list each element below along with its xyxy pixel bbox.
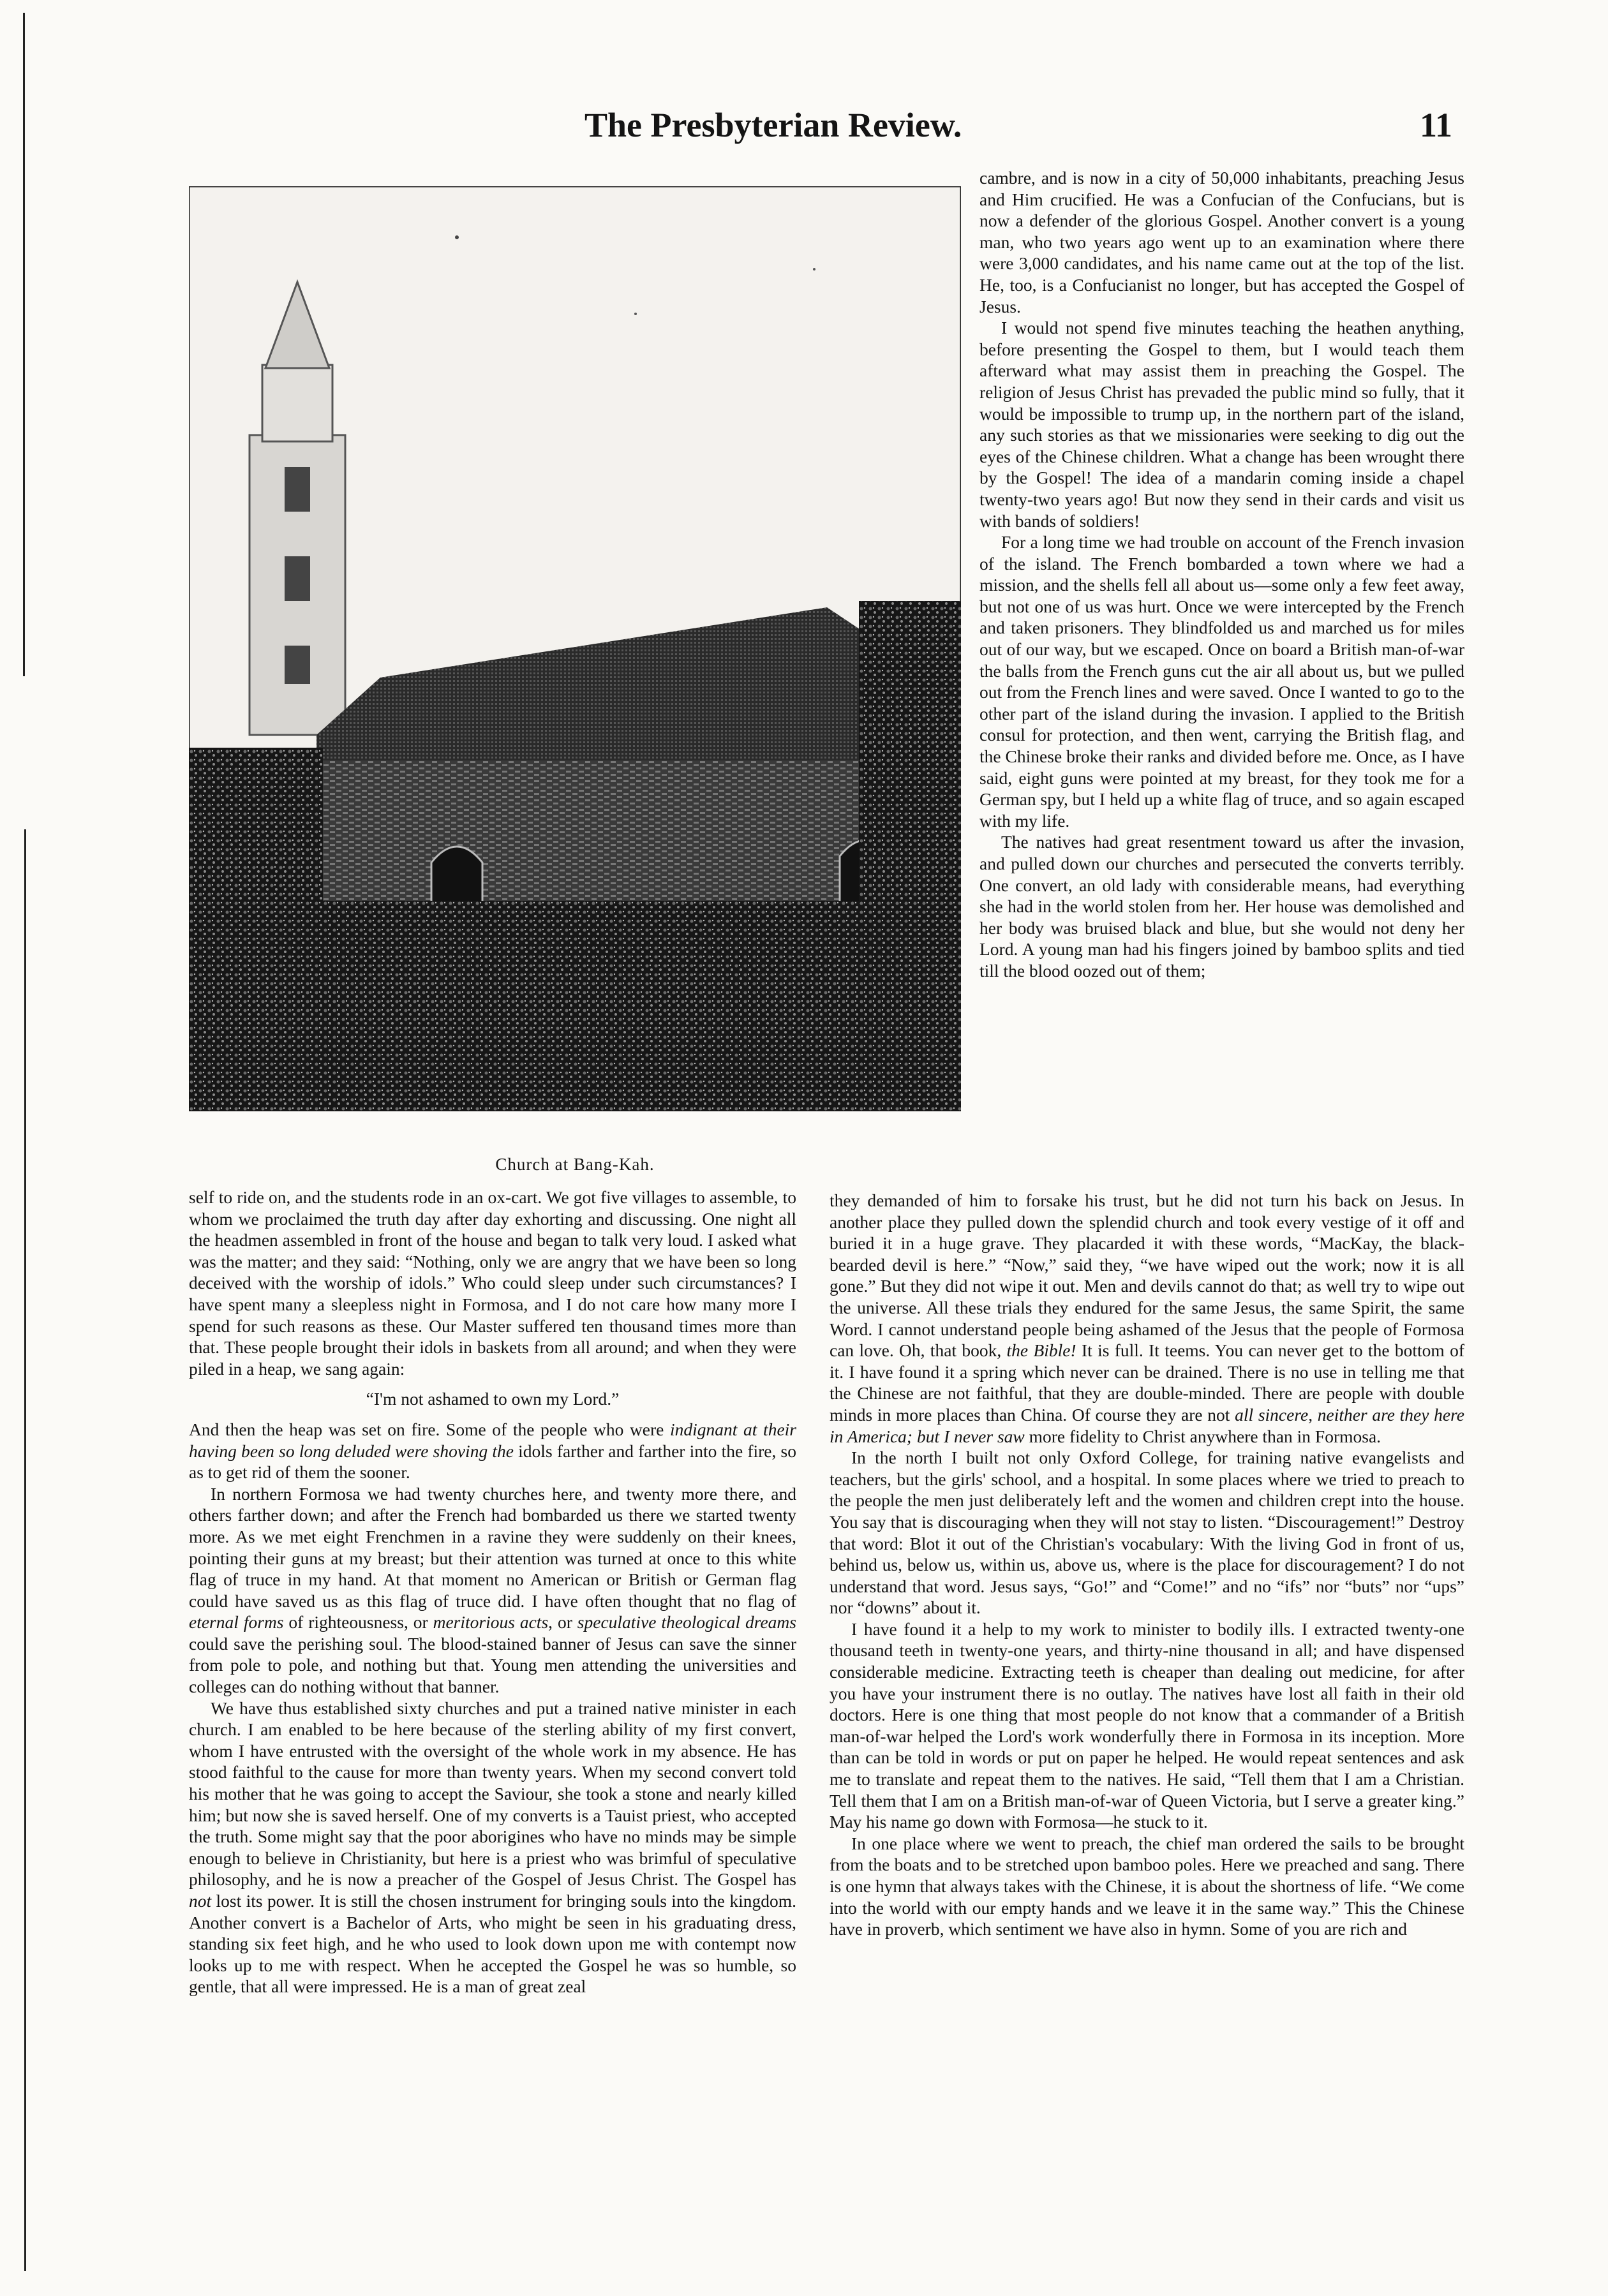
paragraph: In one place where we went to preach, the chief man ordered the sails to be brought from the boats and to be stretched upon bamboo poles. Here we preached and sang. There is one hymn that always takes with the Chinese, it is about the shortness of life. “We come into the world with our empty hands and we leave it in the same way.” This the Chinese have in proverb, which sentiment we have also in hymn. Some of you are rich and [830,1833,1464,1939]
paragraph: they demanded of him to forsake his trust, but he did not turn his back on Jesus. In another place they pulled down the splendid church and took every vestige of it off and buried it in a huge grave. They placarded it with these words, “MacKay, the black-bearded devil is here.” “Now,” said they, “we have wiped out the work; now it is all gone.” But they did not wipe it out. Men and devils cannot do that; as well try to wipe out the universe. All these trials they endured for the same Jesus, the same Spirit, the same Word. I cannot understand people being ashamed of the Jesus that the people of Formosa can love. Oh, that book, the Bible! It is full. It teems. You can never get to the bottom of it. I have found it a spring which never can be drained. There is no use in telling me that the Chinese are not faithful, that they are double-minded. There are people with double minds in more places than China. Of course they are not all sincere, neither are they here in America; but I never saw more fidelity to Christ anywhere than in Formosa. [830,1190,1464,1446]
paragraph: I have found it a help to my work to minister to bodily ills. I extracted twenty-one thousand teeth in twenty-one years, and thirty-nine thousand in all; and have dispensed considerable medicine. Extracting teeth is cheaper than dealing out medicine, for after you have your instrument there is no outlay. The natives have lost all faith in their old doctors. Here is one thing that most people do not know that a commander of a British man-of-war helped the Lord's work wonderfully there in Formosa in its inception. More than can be told in words or put on paper he helped. He would repeat sentences and ask me to translate and repeat them to the natives. He said, “Tell them that I am a Christian. Tell them that I am on a British man-of-war of Queen Victoria, but I serve a greater king.” May his name go down with Formosa—he stuck to it. [830,1618,1464,1832]
right-column-top [979,167,1464,1189]
church-photo-illustration [189,186,961,1111]
paragraph: The natives had great resentment toward us after the invasion, and pulled down our churches and persecuted the converts terribly. One convert, an old lady with considerable means, had everything she had in the world stolen from her. Her house was demolished and her body was bruised black and blue, but she would not deny her Lord. A young man had his fingers joined by bamboo splits and tied till the blood oozed out of them; [979,832,1464,981]
paragraph: We have thus established sixty churches and put a trained native minister in each church. I am enabled to be here because of the sterling ability of my first convert, whom I have entrusted with the oversight of the whole work in my absence. He has stood faithful to the cause for more than twenty years. When my second convert told his mother that he was going to accept the Saviour, she took a stone and nearly killed him; but now she is saved herself. One of my converts is a Tauist priest, who accepted the truth. Some might say that the poor aborigines who have no minds may be simple enough to believe in Christianity, but here is a priest who was brimful of speculative philosophy, and he is now a preacher of the Gospel of Jesus Christ. The Gospel has not lost its power. It is still the chosen instrument for bringing souls into the kingdom. Another convert is a Bachelor of Arts, who might be seen in his graduating dress, standing six feet high, and he who used to look down upon me with contempt now looks up to me with respect. When he accepted the Gospel he was so humble, so gentle, that all were impressed. He is a man of great zeal [189,1698,796,1997]
scan-edge-mark [24,829,26,2271]
paragraph: For a long time we had trouble on account of the French invasion of the island. The French bombarded a town where we had a mission, and the shells fell all about us—some only a few feet away, but not one of us was hurt. Once we were intercepted by the French and taken prisoners. They blindfolded us and marched us for miles out of our way, but we escaped. Once on board a British man-of-war the balls from the French guns cut the air all about us, but we pulled out from the French lines and were saved. Once I wanted to go to the other part of the island during the invasion. I applied to the British consul for protection, and then went, carrying the British flag, and the Chinese broke their ranks and divided before me. Once, as I have said, eight guns were pointed at my breast, for they took me for a German spy, but I held up a white flag of truce, and so again escaped with my life. [979,532,1464,831]
page-header [189,105,1452,150]
paragraph: cambre, and is now in a city of 50,000 inhabitants, preaching Jesus and Him crucified. He was a Confucian of the Confucians, but is now a defender of the glorious Gospel. Another convert is a young man, who two years ago went up to an examination where there were 3,000 candidates, and his name came out at the top of the list. He, too, is a Confucianist no longer, but has accepted the Gospel of Jesus. [979,168,1464,316]
scan-edge-mark [23,13,25,676]
paragraph: I would not spend five minutes teaching the heathen anything, before presenting the Gospel to them, but I would teach them afterward what may assist them in preaching the Gospel. The religion of Jesus Christ has prevaded the public mind so fully, that it would be impossible to trump up, in the northern part of the island, any such stories as that we missionaries were seeking to dig out the eyes of the Chinese children. What a change has been wrought there by the Gospel! The idea of a mandarin coming inside a chapel twenty-two years ago! But now they send in their cards and visit us with bands of soldiers! [979,318,1464,531]
page-number: 11 [1419,106,1452,144]
paragraph: And then the heap was set on fire. Some of the people who were indignant at their having been so long deluded were shoving the idols farther and farther into the fire, so as to get rid of them the sooner. [189,1419,796,1483]
figure-caption: Church at Bang-Kah. [495,1155,655,1174]
paragraph: In northern Formosa we had twenty churches here, and twenty more there, and others farther down; and after the French had bombarded us there we started twenty more. As we met eight Frenchmen in a ravine they were suddenly on their knees, pointing their guns at my breast; but their attention was turned at once to this white flag of truce in my hand. At that moment no American or British or German flag could have saved us as this flag of truce did. I have often thought that no flag of eternal forms of righteousness, or meritorious acts, or speculative theological dreams could save the perishing soul. The blood-stained banner of Jesus can save the sinner from pole to pole, and nothing but that. Young men attending the universities and colleges can do nothing without that banner. [189,1483,796,1697]
paragraph: self to ride on, and the students rode in an ox-cart. We got five villages to assemble, to whom we proclaimed the truth day after day exhorting and discussing. One night all the headmen assembled in front of the house and began to talk very loud. I asked what was the matter; and they said: “Nothing, only we are angry that we have been so long deceived with the worship of idols.” Who could sleep under such circumstances? I have spent many a sleepless night in Formosa, and I do not care how many more I spend for such reasons as these. Our Master suffered ten thousand times more than that. These people brought their idols in baskets from all around; and when they were piled in a heap, we sang again: [189,1187,796,1379]
hymn-line: “I'm not ashamed to own my Lord.” [366,1389,620,1409]
right-column-bottom [830,1190,1464,2274]
paragraph: In the north I built not only Oxford College, for training native evangelists and teachers, but the girls' school, and a hospital. In some places where we tried to preach to the people the men just deliberately left and the women and children crept into the house. You say that is discouraging when they will not stay to listen. “Discouragement!” Destroy that word: Blot it out of the Christian's vocabulary: With the living God in front of us, behind us, below us, within us, above us, where is the place for discouragement? I do not understand that word. Jesus says, “Go!” and “Come!” and no “ifs” nor “buts” nor “ups” nor “downs” about it. [830,1448,1464,1618]
left-column-bottom [189,1187,796,2271]
church-photograph [189,186,961,1111]
page-title: The Presbyterian Review. [584,106,962,144]
